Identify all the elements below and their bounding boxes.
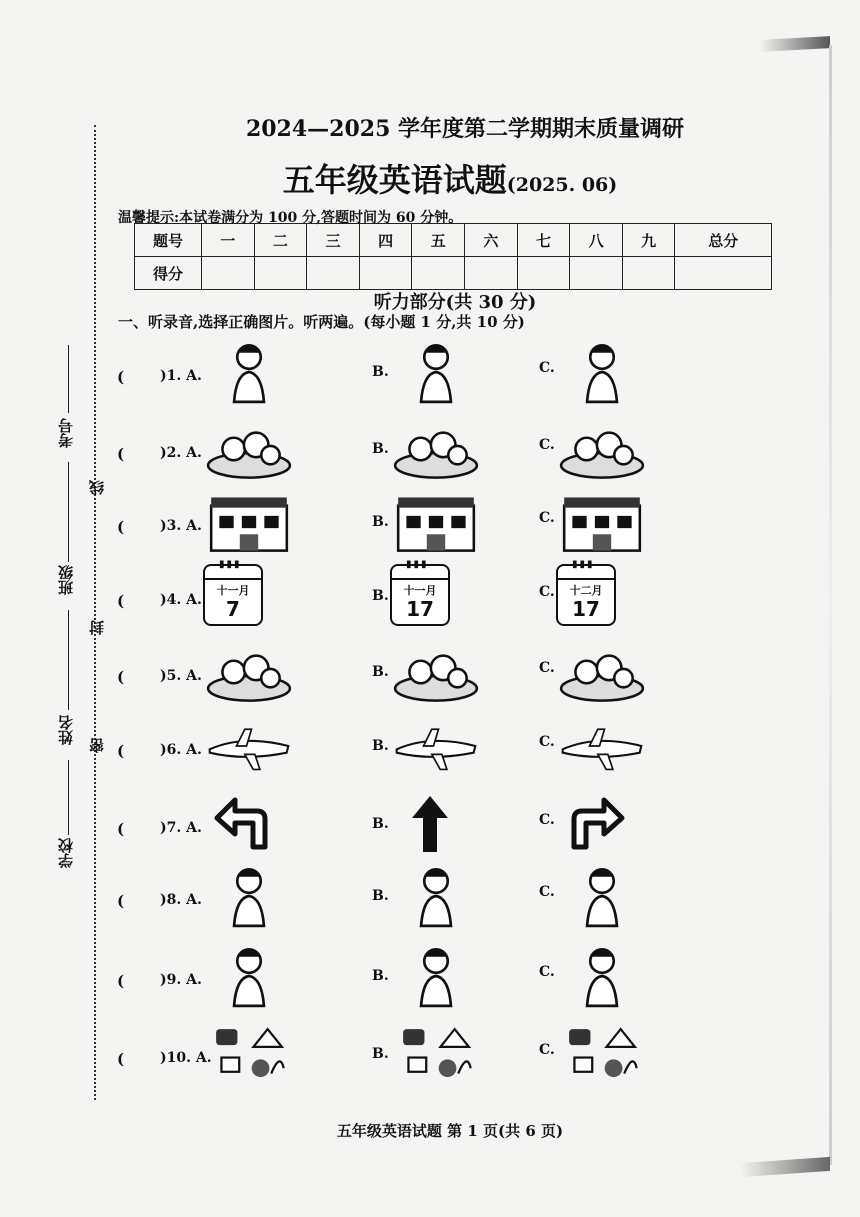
score-cell: 五 — [412, 224, 465, 257]
option-b-label: B. — [372, 738, 389, 754]
score-blank[interactable] — [465, 257, 518, 290]
option-c-label: C. — [539, 1042, 555, 1058]
hot-dog-icon[interactable] — [556, 417, 648, 485]
score-cell: 总分 — [675, 224, 772, 257]
score-blank[interactable] — [254, 257, 307, 290]
score-cell: 六 — [465, 224, 518, 257]
side-label-banji: 班级 — [57, 565, 75, 595]
question-number: )6. A. — [160, 742, 202, 758]
side-label-mi: 密 — [88, 738, 106, 753]
calendar-icon[interactable]: ▮▮▮ 十一月 7 — [203, 564, 263, 626]
straight-arrow-icon[interactable] — [390, 792, 470, 860]
question-row — [0, 1020, 860, 1092]
option-b-label: B. — [372, 968, 389, 984]
score-blank[interactable] — [412, 257, 465, 290]
hamburger-icon[interactable] — [390, 417, 482, 485]
washing-dishes-icon[interactable] — [556, 864, 648, 932]
score-blank[interactable] — [517, 257, 570, 290]
side-label-kaohao: 考号 — [57, 418, 75, 448]
score-cell: 八 — [570, 224, 623, 257]
hospital-icon[interactable] — [390, 490, 482, 558]
question-row — [0, 790, 860, 862]
turn-left-arrow-icon[interactable] — [203, 792, 283, 860]
desserts-icon[interactable] — [556, 1022, 648, 1090]
score-blank[interactable] — [570, 257, 623, 290]
question-row — [0, 712, 860, 784]
train-icon[interactable] — [390, 714, 482, 782]
question-number: )7. A. — [160, 820, 202, 836]
page-shadow — [740, 1157, 830, 1177]
option-b-label: B. — [372, 441, 389, 457]
calendar-month: 十一月 — [403, 584, 437, 597]
score-table — [134, 223, 772, 290]
cinema-icon[interactable] — [203, 490, 295, 558]
answer-blank[interactable]: ( — [117, 592, 125, 610]
cleaning-table-icon[interactable] — [390, 864, 482, 932]
washing-clothes-icon[interactable] — [203, 864, 295, 932]
score-header-row — [135, 224, 772, 257]
answer-blank[interactable]: ( — [117, 972, 125, 990]
answer-blank[interactable]: ( — [117, 368, 125, 386]
question-number: )3. A. — [160, 518, 202, 534]
question-number: )5. A. — [160, 668, 202, 684]
exam-title-text: 五年级英语试题 — [282, 161, 507, 199]
answer-blank[interactable]: ( — [117, 892, 125, 910]
listening-header: 听力部分(共 30 分) — [373, 292, 537, 313]
toothache-icon[interactable] — [390, 944, 482, 1012]
rice-cake-icon[interactable] — [556, 640, 648, 708]
option-b-label: B. — [372, 816, 389, 832]
answer-blank[interactable]: ( — [117, 445, 125, 463]
option-b-label: B. — [372, 1046, 389, 1062]
dumplings-icon[interactable] — [203, 417, 295, 485]
exam-tip: 温馨提示:本试卷满分为 100 分,答题时间为 60 分钟。 — [118, 210, 463, 226]
option-b-label: B. — [372, 364, 389, 380]
ship-icon[interactable] — [556, 714, 648, 782]
question-row — [0, 862, 860, 934]
option-c-label: C. — [539, 660, 555, 676]
score-cell: 得分 — [135, 257, 202, 290]
score-blank[interactable] — [359, 257, 412, 290]
answer-blank[interactable]: ( — [117, 1050, 125, 1068]
cough-mask-icon[interactable] — [556, 944, 648, 1012]
option-b-label: B. — [372, 514, 389, 530]
exam-date: (2025. 06) — [506, 174, 618, 196]
plane-icon[interactable] — [203, 714, 295, 782]
calendar-month: 十一月 — [216, 584, 250, 597]
option-c-label: C. — [539, 360, 555, 376]
question-number: )8. A. — [160, 892, 202, 908]
question-row — [0, 338, 860, 410]
question-number: )2. A. — [160, 445, 202, 461]
side-label-feng: 封 — [88, 620, 106, 635]
page-footer: 五年级英语试题 第 1 页(共 6 页) — [336, 1122, 564, 1140]
score-cell: 九 — [622, 224, 675, 257]
princess-icon[interactable] — [390, 340, 482, 408]
option-c-label: C. — [539, 734, 555, 750]
score-cell: 三 — [307, 224, 360, 257]
exam-subtitle: 2024—2025 学年度第二学期期末质量调研 — [245, 116, 685, 142]
sick-in-bed-icon[interactable] — [203, 944, 295, 1012]
turn-right-arrow-icon[interactable] — [556, 792, 636, 860]
question-number: )1. A. — [160, 368, 202, 384]
exam-title — [0, 155, 860, 201]
question-row — [0, 638, 860, 710]
option-c-label: C. — [539, 812, 555, 828]
page-shadow — [760, 36, 830, 52]
question-row — [0, 488, 860, 560]
score-cell: 四 — [359, 224, 412, 257]
monkey-king-icon[interactable] — [556, 340, 648, 408]
option-b-label: B. — [372, 588, 389, 604]
score-cell: 题号 — [135, 224, 202, 257]
question-number: )10. A. — [160, 1050, 212, 1066]
question-number: )4. A. — [160, 592, 202, 608]
score-blank[interactable] — [622, 257, 675, 290]
score-value-row — [135, 257, 772, 290]
option-b-label: B. — [372, 888, 389, 904]
answer-blank[interactable]: ( — [117, 668, 125, 686]
many-foods-icon[interactable] — [203, 1022, 295, 1090]
score-cell: 一 — [202, 224, 255, 257]
calendar-day: 7 — [226, 597, 240, 621]
answer-blank[interactable]: ( — [117, 518, 125, 536]
side-label-xian: 线 — [88, 480, 106, 495]
fruit-drink-icon[interactable] — [390, 1022, 482, 1090]
calendar-month: 十二月 — [569, 584, 603, 597]
question-number: )9. A. — [160, 972, 202, 988]
score-cell: 二 — [254, 224, 307, 257]
mooncake-icon[interactable] — [390, 640, 482, 708]
warrior-girl-icon[interactable] — [203, 340, 295, 408]
option-c-label: C. — [539, 510, 555, 526]
calendar-day: 17 — [406, 597, 434, 621]
option-c-label: C. — [539, 584, 555, 600]
score-cell: 七 — [517, 224, 570, 257]
answer-blank[interactable]: ( — [117, 742, 125, 760]
question-row — [0, 942, 860, 1014]
calendar-icon[interactable]: ▮▮▮ 十一月 17 — [390, 564, 450, 626]
answer-blank[interactable]: ( — [117, 820, 125, 838]
option-c-label: C. — [539, 437, 555, 453]
zongzi-icon[interactable] — [203, 640, 295, 708]
score-blank[interactable] — [202, 257, 255, 290]
score-blank[interactable] — [675, 257, 772, 290]
calendar-icon[interactable]: ▮▮▮ 十二月 17 — [556, 564, 616, 626]
calendar-day: 17 — [572, 597, 600, 621]
side-label-xuexiao: 学校 — [57, 838, 75, 868]
question-row — [0, 415, 860, 487]
option-c-label: C. — [539, 964, 555, 980]
side-label-xingming: 姓名 — [57, 715, 75, 745]
section-instruction: 一、听录音,选择正确图片。听两遍。(每小题 1 分,共 10 分) — [118, 313, 525, 331]
supermarket-icon[interactable] — [556, 490, 648, 558]
option-c-label: C. — [539, 884, 555, 900]
question-row — [0, 559, 860, 634]
score-blank[interactable] — [307, 257, 360, 290]
option-b-label: B. — [372, 664, 389, 680]
